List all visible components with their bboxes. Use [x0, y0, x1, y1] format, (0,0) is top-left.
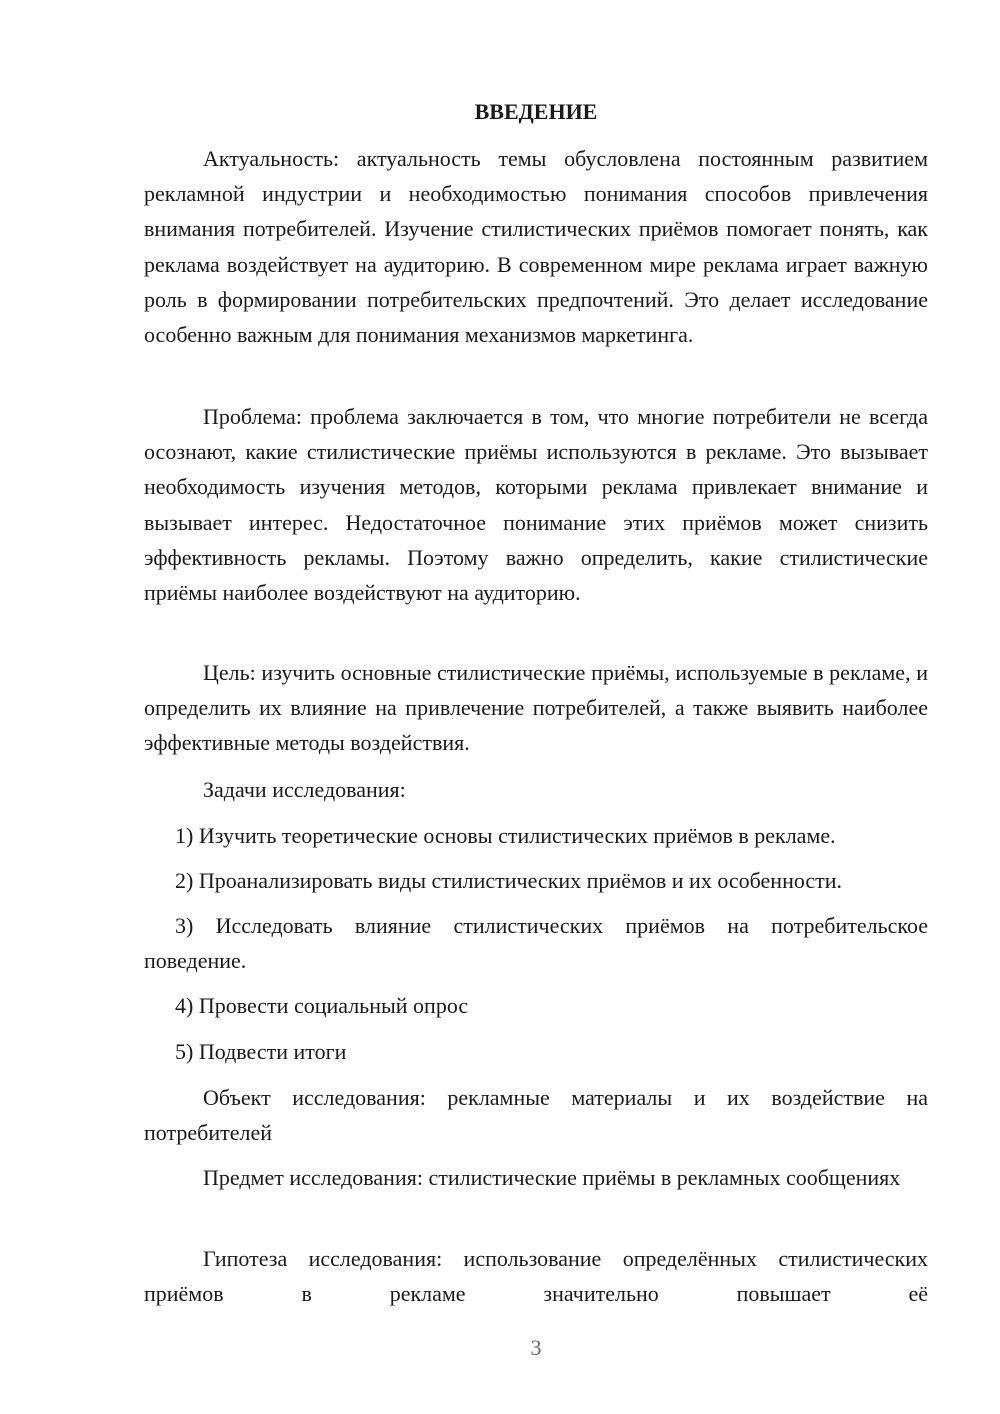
paragraph-problem: Проблема: проблема заключается в том, что многие потребители не всегда осознают, какие стилистические приёмы используются в рекламе. Это вызывает необходимость изучения методов, которыми реклама привлекает внимание и вызывает интерес. Недостаточное понимание этих приёмов может снизить эффективность рекламы. Поэтому важно определить, какие стилистические приёмы наиболее воздействуют на аудиторию.	[144, 404, 928, 606]
task-item-1: 1) Изучить теоретические основы стилистических приёмов в рекламе.	[175, 823, 836, 848]
page-number: 3	[530, 1335, 542, 1360]
section-title: ВВЕДЕНИЕ	[474, 99, 598, 124]
tasks-heading: Задачи исследования:	[203, 777, 406, 802]
paragraph-subject: Предмет исследования: стилистические приёмы в рекламных сообщениях	[203, 1165, 901, 1190]
task-item-3: 3) Исследовать влияние стилистических приёмов на потребительское поведение.	[144, 913, 928, 974]
paragraph-goal: Цель: изучить основные стилистические приёмы, используемые в рекламе, и определить их влияние на привлечение потребителей, а также выявить наиболее эффективные методы воздействия.	[144, 660, 928, 756]
task-item-4: 4) Провести социальный опрос	[175, 993, 469, 1018]
paragraph-object: Объект исследования: рекламные материалы и их воздействие на потребителей	[144, 1085, 928, 1146]
paragraph-hypothesis: Гипотеза исследования: использование определённых стилистических приёмов в рекламе значительно повышает её	[144, 1246, 928, 1307]
paragraph-relevance: Актуальность: актуальность темы обусловлена постоянным развитием рекламной индустрии и необходимостью понимания способов привлечения внимания потребителей. Изучение стилистических приёмов помогает понять, как реклама воздействует на аудиторию. В современном мире реклама играет важную роль в формировании потребительских предпочтений. Это делает исследование особенно важным для понимания механизмов маркетинга.	[144, 146, 928, 348]
task-item-5: 5) Подвести итоги	[175, 1039, 347, 1064]
task-item-2: 2) Проанализировать виды стилистических приёмов и их особенности.	[175, 868, 843, 893]
